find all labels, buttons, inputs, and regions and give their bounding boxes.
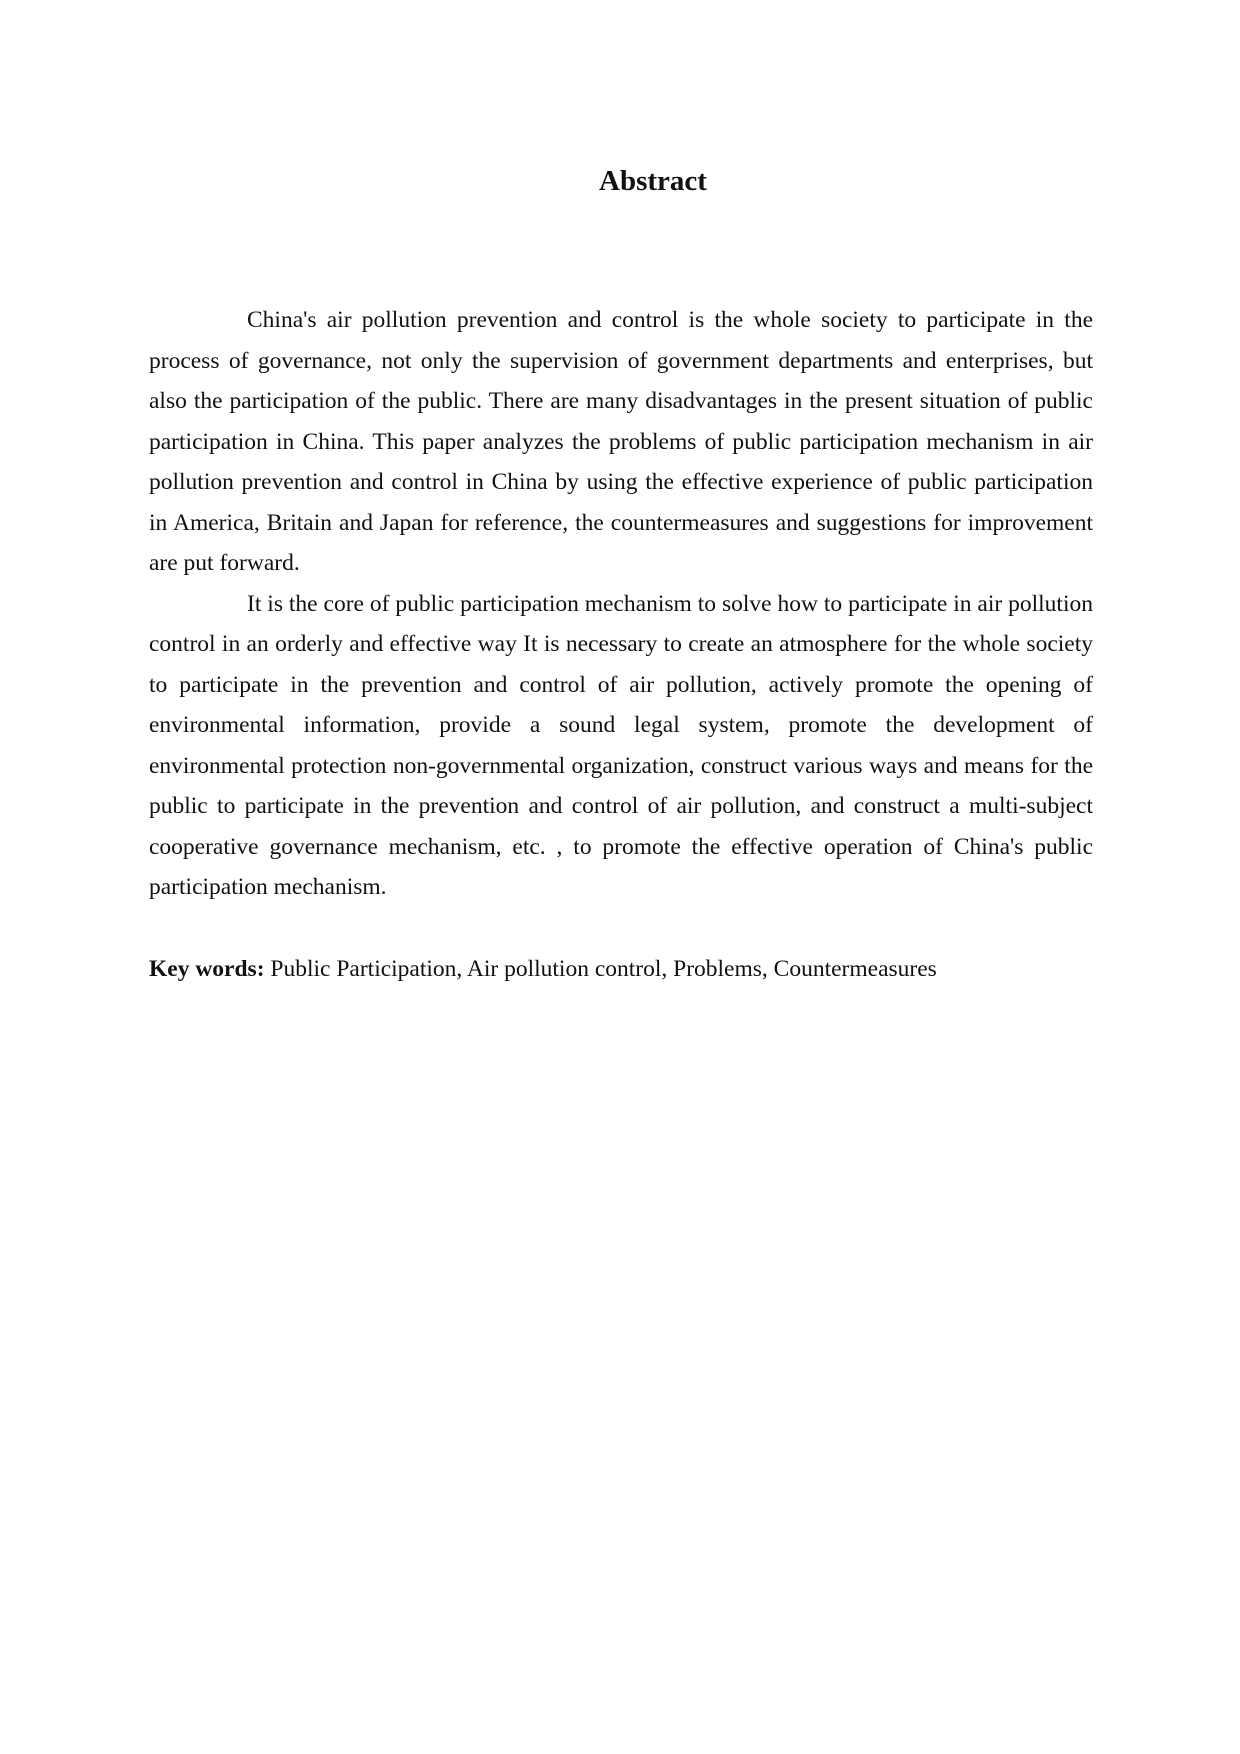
keywords-text: Public Participation, Air pollution control, Problems, Countermeasures [270, 956, 937, 982]
abstract-title: Abstract [599, 165, 707, 197]
abstract-paragraph-1: China's air pollution prevention and control is the whole society to participate in the process of governance, not only the supervision of government departments and enterprises, but also the participation of the public. There are many disadvantages in the present situation of public participation in China. This paper analyzes the problems of public participation mechanism in air pollution prevention and control in China by using the effective experience of public participation in America, Britain and Japan for reference, the countermeasures and suggestions for improvement are put forward. [149, 307, 1093, 576]
abstract-body [149, 300, 1093, 908]
keywords-line [149, 949, 1093, 990]
keywords-label: Key words: [149, 956, 265, 982]
abstract-paragraph-2: It is the core of public participation mechanism to solve how to participate in air pollution control in an orderly and effective way It is necessary to create an atmosphere for the whole society to participate in the prevention and control of air pollution, actively promote the opening of environmental information, provide a sound legal system, promote the development of environmental protection non-governmental organization, construct various ways and means for the public to participate in the prevention and control of air pollution, and construct a multi-subject cooperative governance mechanism, etc. , to promote the effective operation of China's public participation mechanism. [149, 590, 1093, 900]
